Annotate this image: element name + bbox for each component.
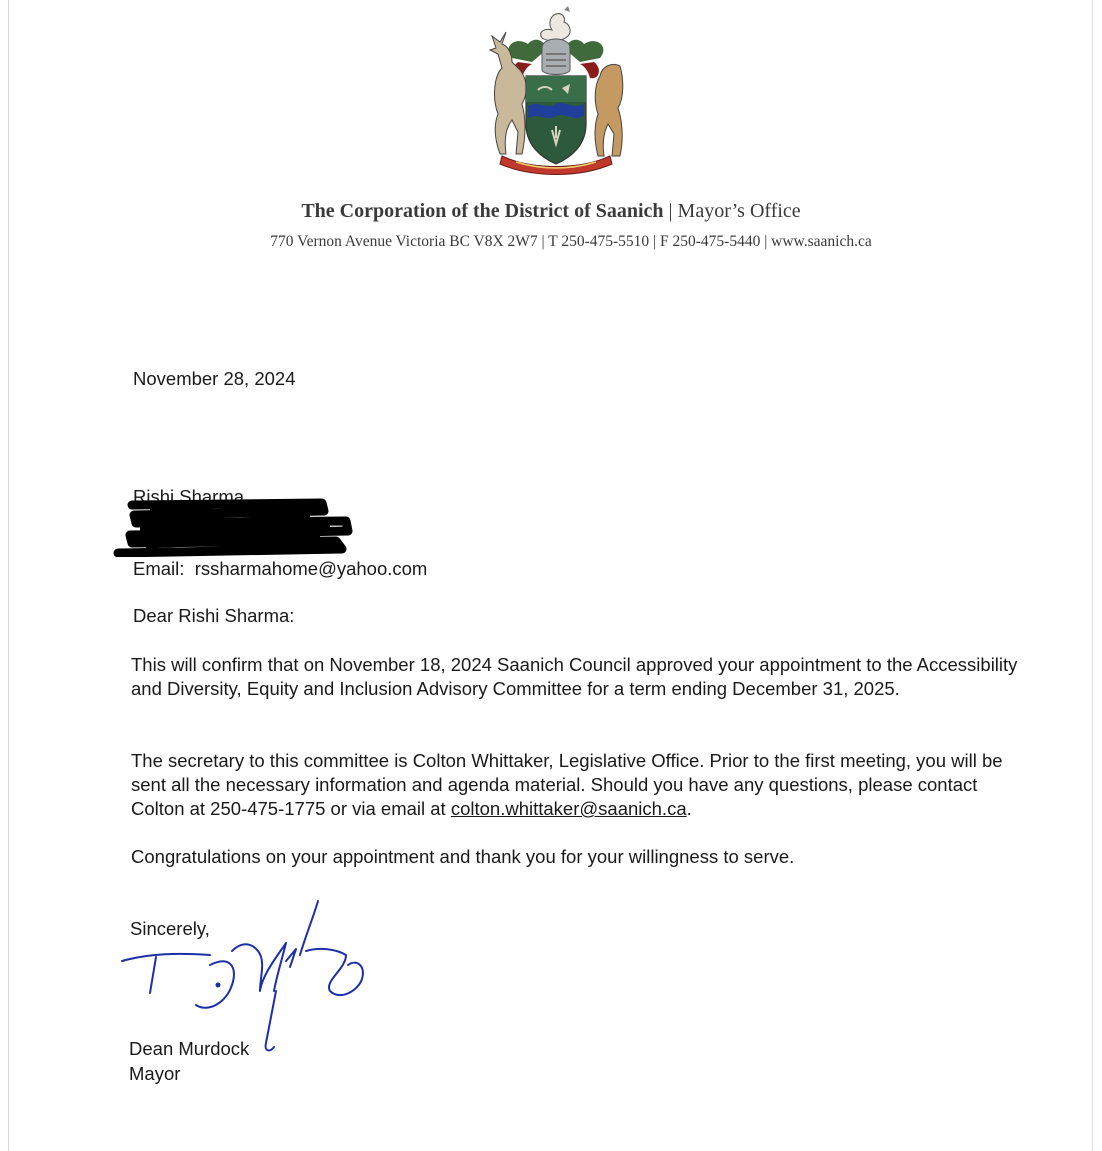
salutation: Dear Rishi Sharma: (133, 605, 295, 626)
letterhead-address: 770 Vernon Avenue Victoria BC V8X 2W7 | T 250-475-5510 | F 250-475-5440 | www.saanich.ca (270, 233, 872, 250)
secretary-email-link[interactable]: colton.whittaker@saanich.ca (450, 798, 687, 819)
signer-name: Dean Murdock (129, 1038, 250, 1059)
body-paragraph-2-text: The secretary to this committee is Colton Whittaker, Legislative Office. Prior to the first meeting, you will be sent all the necessary information and agenda material. Should you have any questions, please contact Colton at 250-475-1775 or via email at (131, 750, 1003, 819)
page-edge-left (8, 0, 9, 1151)
page-edge-right (1092, 0, 1093, 1151)
office-name: Mayor’s Office (677, 200, 801, 222)
recipient-email: rssharmahome@yahoo.com (194, 558, 428, 579)
body-paragraph-3: Congratulations on your appointment and thank you for your willingness to serve. (131, 846, 795, 867)
letterhead-title (0, 200, 1102, 223)
coat-of-arms-emblem (472, 6, 640, 182)
recipient-name: Rishi Sharma (133, 486, 245, 507)
body-paragraph-2-end: . (686, 798, 692, 819)
body-paragraph-1: This will confirm that on November 18, 2024 Saanich Council approved your appointment to the Accessibility and Diversity, Equity and Inclusion Advisory Committee for a term ending December 31, 2025. (131, 654, 1018, 699)
email-label: Email: (133, 558, 185, 579)
organization-name: The Corporation of the District of Saanich (301, 200, 664, 222)
closing: Sincerely, (130, 918, 210, 939)
redaction-scribble (110, 495, 360, 557)
recipient-email-line (133, 557, 427, 581)
body-paragraph-2 (131, 749, 1031, 821)
letter-date: November 28, 2024 (133, 368, 296, 389)
signer-title: Mayor (129, 1063, 181, 1084)
letterhead-separator: | (663, 200, 678, 222)
